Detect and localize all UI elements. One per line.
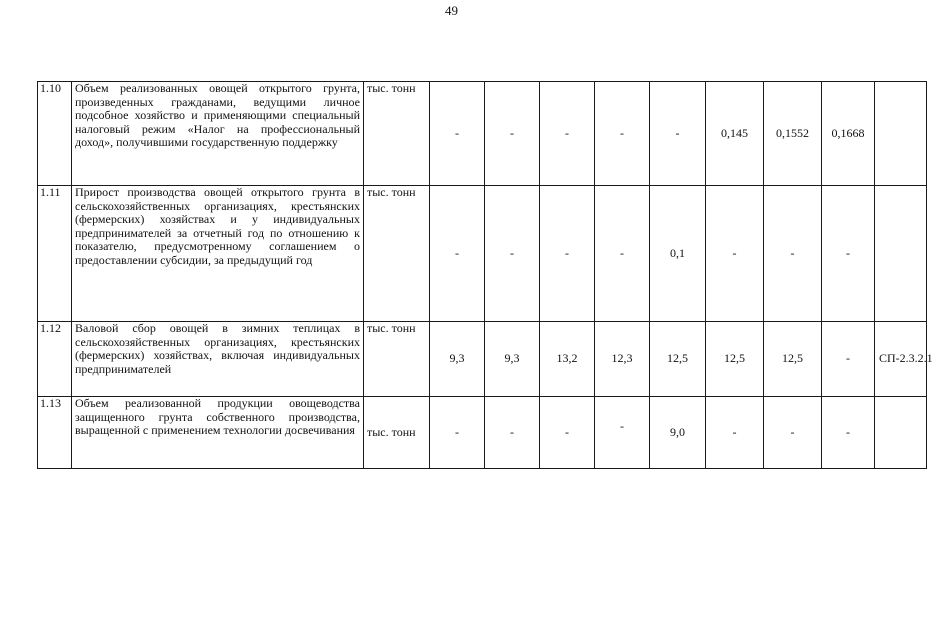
value-cell: - <box>540 82 595 186</box>
value-cell: 0,1 <box>650 186 706 322</box>
indicator-name: Объем реализованной продукции овощеводства защищенного грунта собственного производства, выращенной с применением технологии досвечивания <box>72 397 364 469</box>
value-cell: - <box>650 82 706 186</box>
value-cell: 12,5 <box>650 322 706 397</box>
unit-cell: тыс. тонн <box>364 82 430 186</box>
value-cell: - <box>595 82 650 186</box>
value-cell: - <box>540 397 595 469</box>
value-text: - <box>620 418 624 433</box>
value-cell: - <box>430 186 485 322</box>
unit-cell: тыс. тонн <box>364 322 430 397</box>
source-cell <box>875 186 927 322</box>
value-cell: - <box>822 397 875 469</box>
value-cell: - <box>540 186 595 322</box>
value-cell: 9,3 <box>430 322 485 397</box>
table-row <box>38 186 927 322</box>
indicator-name: Прирост производства овощей открытого грунта в сельскохозяйственных организациях, крестьянских (фермерских) хозяйствах и у индивидуальных предпринимателей за отчетный год по отношению к показателю, предусмотренному соглашением о предоставлении субсидии, за предыдущий год <box>72 186 364 322</box>
row-number: 1.10 <box>38 82 72 186</box>
value-cell: - <box>485 82 540 186</box>
source-cell <box>875 397 927 469</box>
value-cell: 12,5 <box>764 322 822 397</box>
value-cell: - <box>485 397 540 469</box>
value-cell: 0,1668 <box>822 82 875 186</box>
row-number: 1.11 <box>38 186 72 322</box>
value-cell: - <box>595 186 650 322</box>
value-cell: 9,3 <box>485 322 540 397</box>
row-number: 1.13 <box>38 397 72 469</box>
value-cell: 9,0 <box>650 397 706 469</box>
value-cell: - <box>822 322 875 397</box>
value-cell: - <box>764 186 822 322</box>
unit-cell: тыс. тонн <box>364 186 430 322</box>
value-cell: - <box>706 397 764 469</box>
indicators-table <box>37 81 933 469</box>
table-row <box>38 322 927 397</box>
value-cell: - <box>706 186 764 322</box>
source-cell: СП-2.3.2.1 <box>875 322 927 397</box>
value-cell: - <box>822 186 875 322</box>
page-number: 49 <box>445 3 458 18</box>
value-cell: - <box>485 186 540 322</box>
value-cell: - <box>430 397 485 469</box>
table-row <box>38 397 927 469</box>
value-cell: - <box>764 397 822 469</box>
unit-cell: тыс. тонн <box>364 397 430 469</box>
indicator-name: Валовой сбор овощей в зимних теплицах в сельскохозяйственных организациях, крестьянских (фермерских) хозяйствах, включая индивидуальных предпринимателей <box>72 322 364 397</box>
value-cell: - <box>430 82 485 186</box>
value-cell: 13,2 <box>540 322 595 397</box>
value-cell: 12,5 <box>706 322 764 397</box>
value-cell <box>595 397 650 469</box>
row-number: 1.12 <box>38 322 72 397</box>
source-cell <box>875 82 927 186</box>
value-cell: 12,3 <box>595 322 650 397</box>
value-cell: 0,145 <box>706 82 764 186</box>
value-cell: 0,1552 <box>764 82 822 186</box>
indicator-name: Объем реализованных овощей открытого грунта, произведенных гражданами, ведущими личное подсобное хозяйство и применяющими специальный налоговый режим «Налог на профессиональный доход», получившими государственную поддержку <box>72 82 364 186</box>
table-row <box>38 82 927 186</box>
